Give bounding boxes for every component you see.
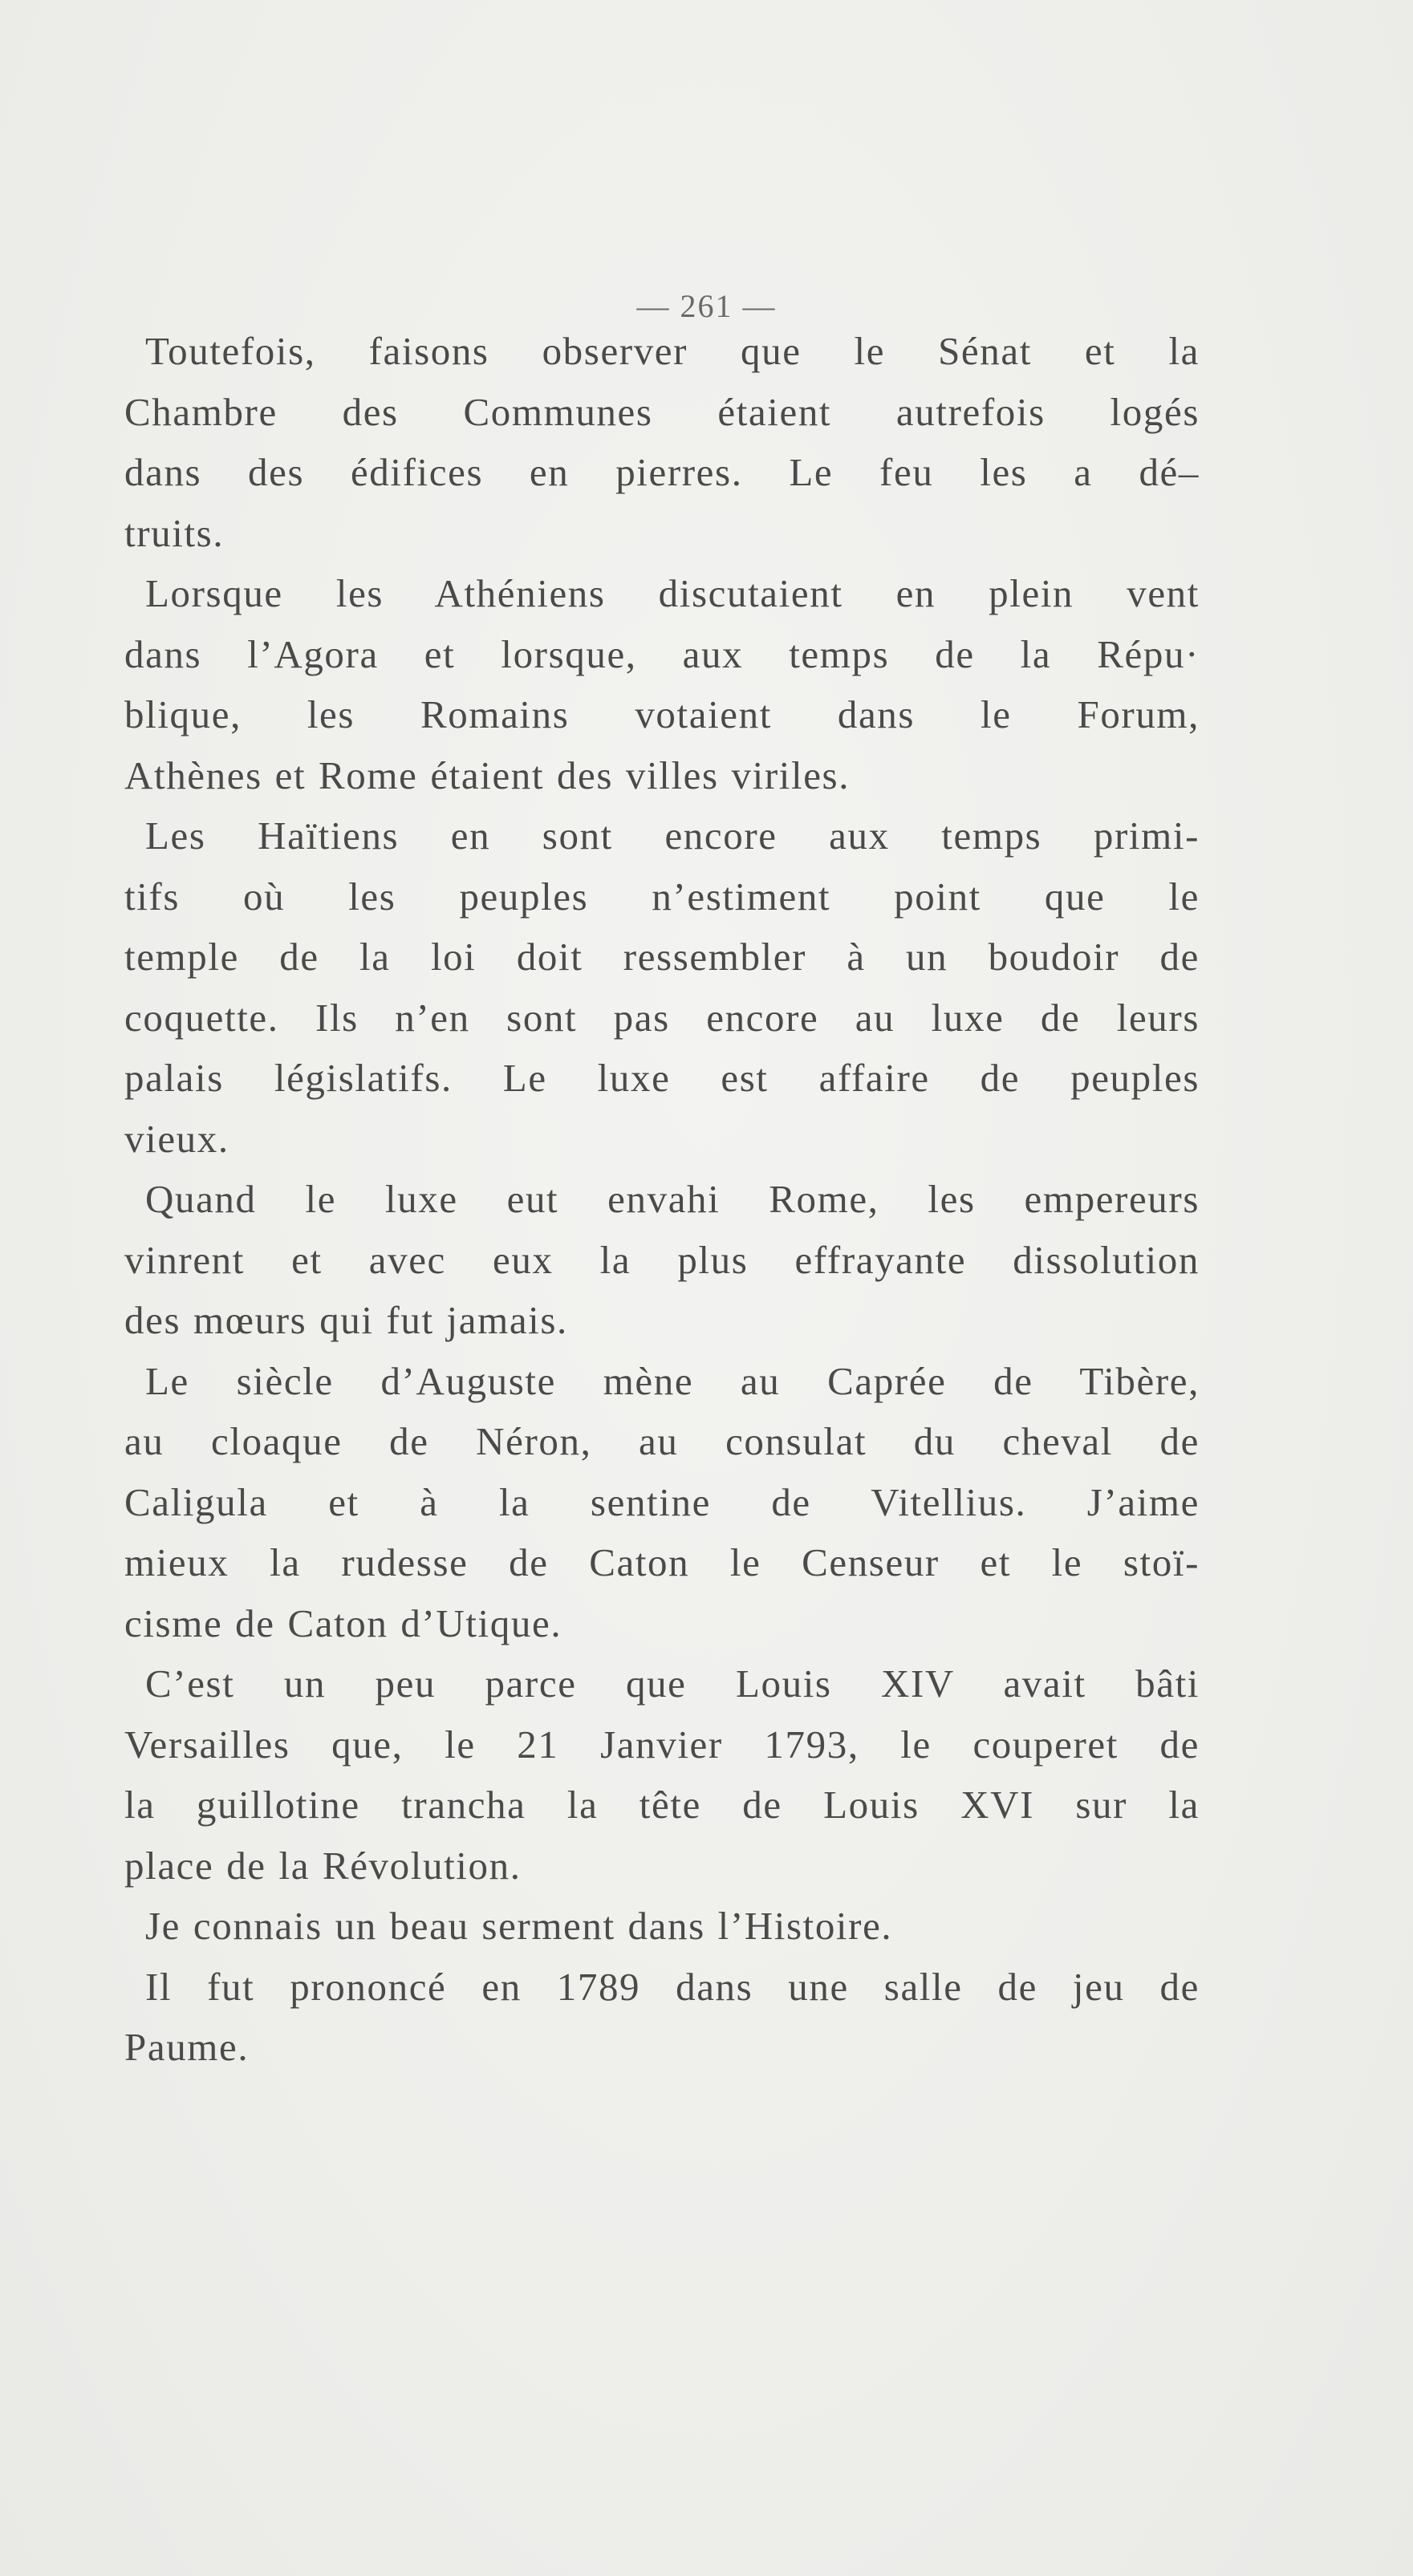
page-number: — 261 — (636, 288, 777, 324)
text-line: Les Haïtiens en sont encore aux temps primi- (145, 813, 1200, 858)
text-line: Caligula et à la sentine de Vitellius. J’aime (124, 1479, 1200, 1524)
text-line: Athènes et Rome étaient des villes viriles. (124, 753, 851, 797)
body-text (124, 321, 1200, 2078)
text-line: Lorsque les Athéniens discutaient en plein vent (145, 571, 1200, 615)
text-line: des mœurs qui fut jamais. (124, 1298, 568, 1342)
text-line: Versailles que, le 21 Janvier 1793, le couperet de (124, 1722, 1200, 1767)
text-line: dans des édifices en pierres. Le feu les a dé– (124, 450, 1200, 494)
text-line: Paume. (124, 2025, 250, 2069)
text-line: tifs où les peuples n’estiment point que le (124, 874, 1200, 919)
text-line: mieux la rudesse de Caton le Censeur et le stoï- (124, 1540, 1200, 1584)
text-line: la guillotine trancha la tête de Louis XVI sur la (124, 1783, 1200, 1827)
text-line: cisme de Caton d’Utique. (124, 1600, 562, 1645)
text-line: Il fut prononcé en 1789 dans une salle de jeu de (145, 1964, 1200, 2009)
text-line: truits. (124, 510, 225, 555)
text-line: Le siècle d’Auguste mène au Caprée de Tibère, (145, 1358, 1200, 1403)
text-line: C’est un peu parce que Louis XIV avait bâti (145, 1661, 1200, 1706)
text-line: Quand le luxe eut envahi Rome, les empereurs (145, 1177, 1200, 1221)
text-line: coquette. Ils n’en sont pas encore au luxe de leurs (124, 995, 1200, 1040)
text-line: Je connais un beau serment dans l’Histoire. (145, 1904, 893, 1948)
text-line: vinrent et avec eux la plus effrayante dissolution (124, 1237, 1200, 1282)
text-line: Chambre des Communes étaient autrefois logés (124, 389, 1200, 434)
text-line: au cloaque de Néron, au consulat du cheval de (124, 1419, 1200, 1463)
text-line: dans l’Agora et lorsque, aux temps de la Répu· (124, 631, 1200, 676)
text-line: palais législatifs. Le luxe est affaire de peuples (124, 1056, 1200, 1100)
text-line: blique, les Romains votaient dans le Forum, (124, 692, 1200, 736)
text-line: Toutefois, faisons observer que le Sénat et la (145, 329, 1200, 373)
text-line: temple de la loi doit ressembler à un boudoir de (124, 935, 1200, 979)
text-line: place de la Révolution. (124, 1843, 522, 1888)
text-line: vieux. (124, 1116, 229, 1161)
